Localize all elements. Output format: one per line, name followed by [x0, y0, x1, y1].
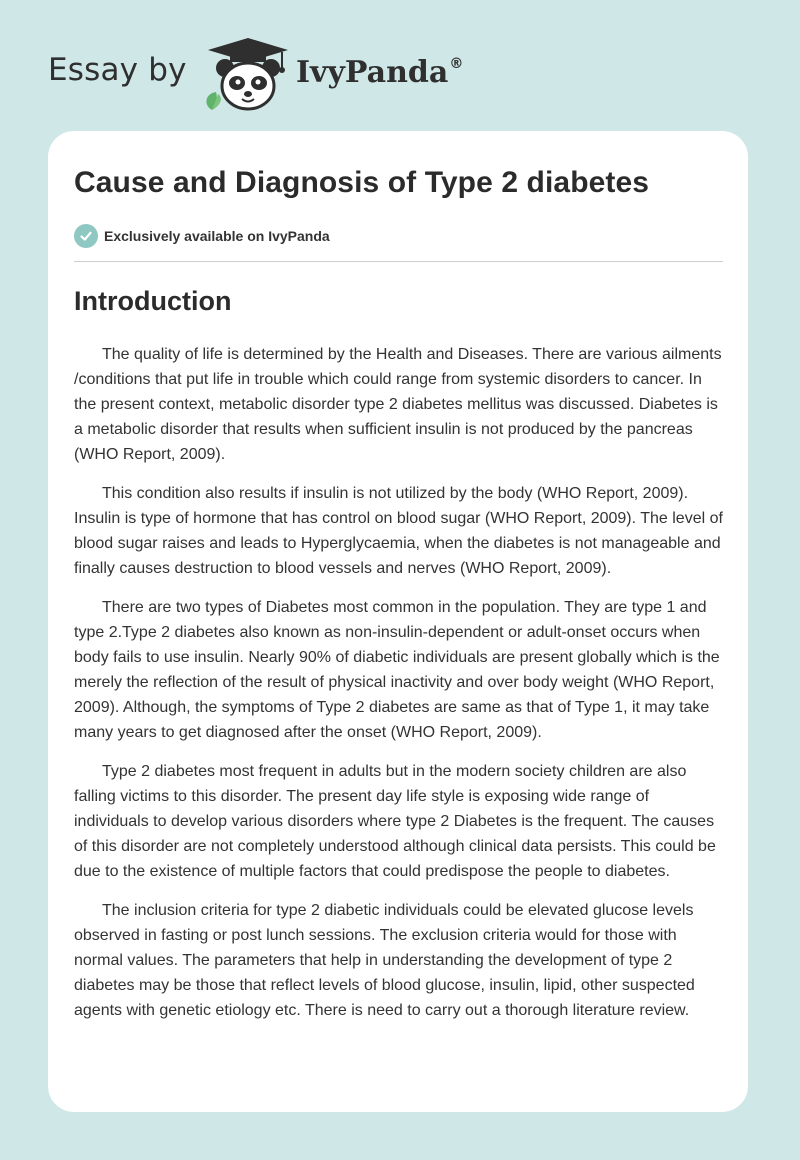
paragraph: There are two types of Diabetes most common in the population. They are type 1 and type 2.Type 2 diabetes also known as non-insulin-dependent or adult-onset occurs when body fails to use insulin. Nearly 90% of diabetic individuals are present globally which is the merely the reflection of the result of physical inactivity and over body weight (WHO Report, 2009). Although, the symptoms of Type 2 diabetes are same as that of Type 1, it may take many years to get diagnosed after the onset (WHO Report, 2009). [74, 599, 720, 741]
paragraph: The quality of life is determined by the Health and Diseases. There are various ailments /conditions that put life in trouble which could range from systemic disorders to cancer. In the present context, metabolic disorder type 2 diabetes mellitus was discussed. Diabetes is a metabolic disorder that results when sufficient insulin is not produced by the pancreas (WHO Report, 2009). [74, 346, 722, 463]
registered-mark: ® [449, 56, 464, 72]
divider [74, 261, 723, 262]
panda-graduate-icon[interactable] [200, 36, 296, 112]
site-header [0, 0, 800, 130]
essay-body [74, 342, 725, 1037]
paragraph: Type 2 diabetes most frequent in adults but in the modern society children are also falling victims to this disorder. The present day life style is exposing wide range of individuals to develop various disorders where type 2 Diabetes is the frequent. The causes of this disorder are not completely understood although clinical data persists. This could be due to the existence of multiple factors that could predispose the people to diabetes. [74, 763, 716, 880]
essay-title: Cause and Diagnosis of Type 2 diabetes [74, 166, 650, 199]
brand-name[interactable]: IvyPanda® [296, 55, 464, 90]
essay-card [48, 131, 748, 1112]
exclusive-badge [74, 223, 330, 249]
brand-prefix: Essay by [48, 52, 187, 88]
paragraph: This condition also results if insulin is not utilized by the body (WHO Report, 2009). Insulin is type of hormone that has control on blood sugar (WHO Report, 2009). The level of blood sugar raises and leads to Hyperglycaemia, when the diabetes is not manageable and finally causes destruction to blood vessels and nerves (WHO Report, 2009). [74, 485, 723, 577]
section-heading: Introduction [74, 286, 232, 316]
badge-label: Exclusively available on IvyPanda [104, 228, 330, 244]
paragraph: The inclusion criteria for type 2 diabetic individuals could be elevated glucose levels observed in fasting or post lunch sessions. The exclusion criteria would for those with normal values. The parameters that help in understanding the development of type 2 diabetes may be those that reflect levels of blood glucose, insulin, lipid, other suspected agents with genetic etiology etc. There is need to carry out a thorough literature review. [74, 902, 695, 1019]
check-icon [74, 224, 98, 248]
